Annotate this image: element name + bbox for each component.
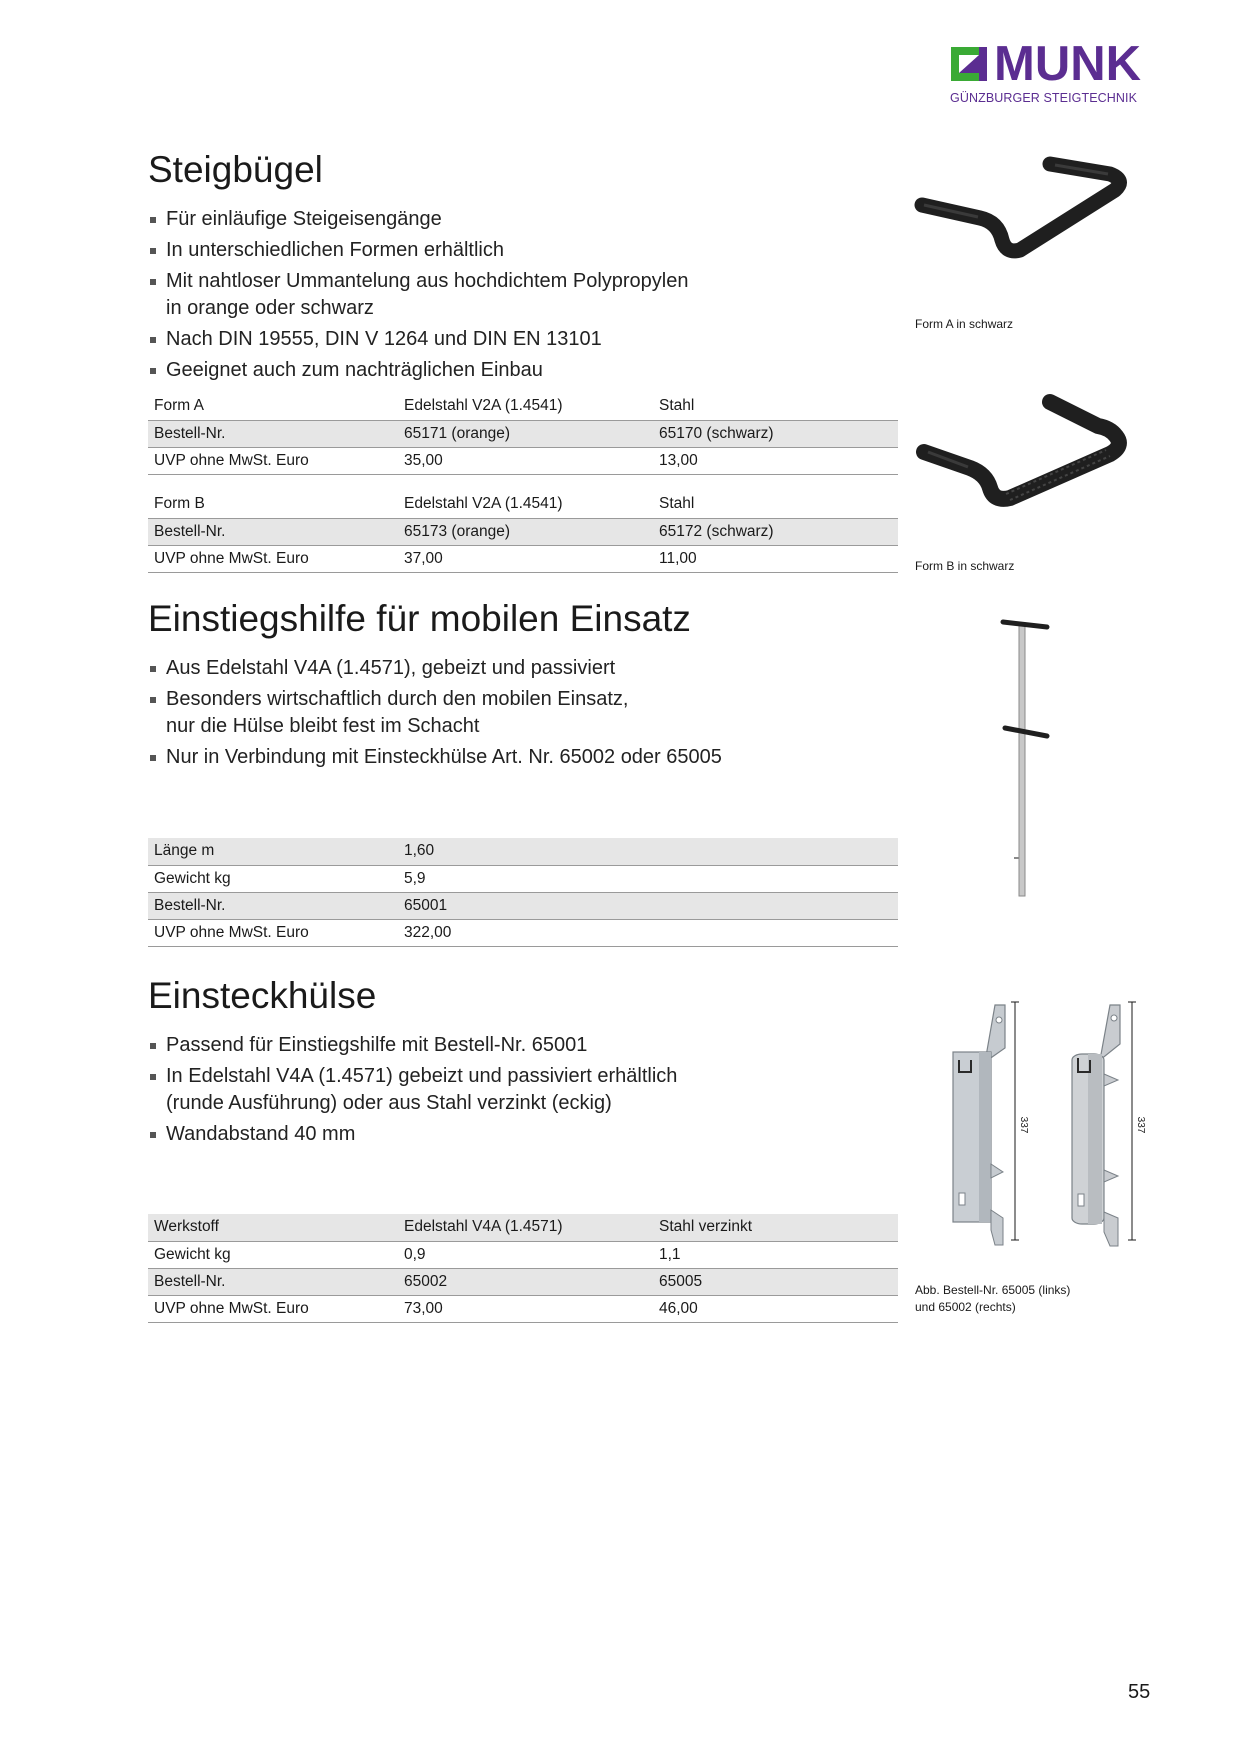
table-row: UVP ohne MwSt. Euro 35,00 13,00: [148, 447, 898, 474]
list-item: Passend für Einstiegshilfe mit Bestell-Nr. 65001: [148, 1032, 898, 1059]
caption-line: Abb. Bestell-Nr. 65005 (links): [915, 1283, 1071, 1297]
dimension-label-right: 337: [1135, 1116, 1146, 1134]
section-title-steigbuegel: Steigbügel: [148, 149, 323, 190]
table-row: Gewicht kg 5,9: [148, 865, 898, 892]
steigbuegel-form-a-image: [910, 150, 1140, 265]
steigbuegel-feature-list: [148, 206, 898, 384]
list-item: Aus Edelstahl V4A (1.4571), gebeizt und passiviert: [148, 655, 898, 682]
munk-logo-mark-icon: [950, 44, 992, 84]
spec-table-einsteckhuelse: [148, 1214, 898, 1323]
table-row: Form B Edelstahl V2A (1.4541) Stahl: [148, 491, 898, 518]
spec-table-form-a: [148, 393, 898, 475]
table-row: UVP ohne MwSt. Euro 322,00: [148, 919, 898, 946]
section-title-einstiegshilfe: Einstiegshilfe für mobilen Einsatz: [148, 598, 691, 639]
logo-wordmark: MUNK: [994, 37, 1141, 91]
logo-tagline: GÜNZBURGER STEIGTECHNIK: [950, 91, 1138, 105]
table-row: Bestell-Nr. 65173 (orange) 65172 (schwarz): [148, 518, 898, 545]
munk-logo: [950, 37, 1160, 106]
einstiegshilfe-image: [995, 610, 1065, 900]
caption-line: und 65002 (rechts): [915, 1300, 1016, 1314]
table-row: Bestell-Nr. 65171 (orange) 65170 (schwarz): [148, 420, 898, 447]
list-item: In Edelstahl V4A (1.4571) gebeizt und passiviert erhältlich (runde Ausführung) oder aus Stahl verzinkt (eckig): [148, 1063, 898, 1117]
list-item: Geeignet auch zum nachträglichen Einbau: [148, 357, 898, 384]
spec-table-form-b: [148, 491, 898, 573]
steigbuegel-form-b-image: [910, 390, 1140, 515]
section-title-einsteckhuelse: Einsteckhülse: [148, 975, 377, 1016]
section-steigbuegel: [148, 148, 898, 388]
table-row: Länge m 1,60: [148, 838, 898, 865]
caption-form-a: Form A in schwarz: [915, 317, 1014, 331]
list-item: Nach DIN 19555, DIN V 1264 und DIN EN 13101: [148, 326, 898, 353]
table-row: UVP ohne MwSt. Euro 37,00 11,00: [148, 545, 898, 572]
table-row: Bestell-Nr. 65002 65005: [148, 1268, 898, 1295]
dimension-label-left: 337: [1018, 1116, 1029, 1134]
einsteckhuelse-65002-image: [1062, 1000, 1162, 1250]
einstiegshilfe-feature-list: [148, 655, 898, 771]
list-item: Besonders wirtschaftlich durch den mobilen Einsatz, nur die Hülse bleibt fest im Schacht: [148, 686, 898, 740]
list-item: Nur in Verbindung mit Einsteckhülse Art. Nr. 65002 oder 65005: [148, 744, 898, 771]
table-row: Bestell-Nr. 65001: [148, 892, 898, 919]
table-row: Gewicht kg 0,9 1,1: [148, 1241, 898, 1268]
caption-form-b: Form B in schwarz: [915, 559, 1015, 573]
page-number: 55: [1128, 1681, 1151, 1703]
spec-table-einstiegshilfe: [148, 838, 898, 947]
einsteckhuelse-65005-image: [945, 1000, 1045, 1250]
list-item: Mit nahtloser Ummantelung aus hochdichtem Polypropylen in orange oder schwarz: [148, 268, 898, 322]
list-item: Für einläufige Steigeisengänge: [148, 206, 898, 233]
list-item: In unterschiedlichen Formen erhältlich: [148, 237, 898, 264]
section-einstiegshilfe: [148, 597, 898, 775]
list-item: Wandabstand 40 mm: [148, 1121, 898, 1148]
table-row: Form A Edelstahl V2A (1.4541) Stahl: [148, 393, 898, 420]
einsteckhuelse-feature-list: [148, 1032, 898, 1148]
table-row: Werkstoff Edelstahl V4A (1.4571) Stahl verzinkt: [148, 1214, 898, 1241]
table-row: UVP ohne MwSt. Euro 73,00 46,00: [148, 1295, 898, 1322]
caption-einsteckhuelse: [915, 1282, 1070, 1316]
section-einsteckhuelse: [148, 974, 898, 1152]
